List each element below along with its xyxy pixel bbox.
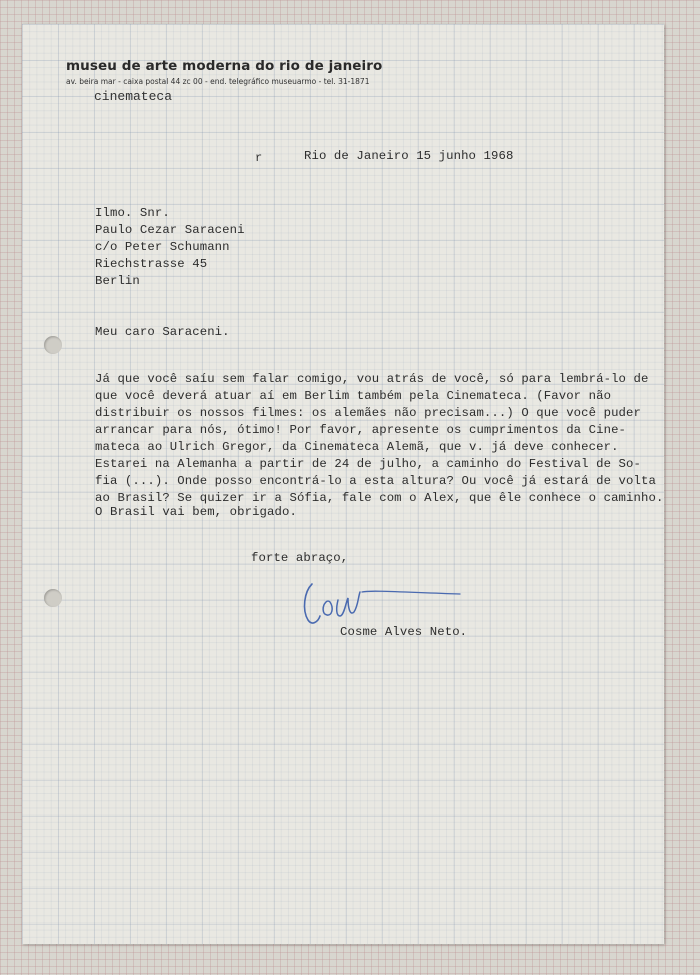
letterhead-department: cinemateca — [94, 89, 173, 104]
date-line: Rio de Janeiro 15 junho 1968 — [304, 149, 514, 163]
recipient-care-of: c/o Peter Schumann — [95, 240, 230, 254]
punch-hole-top — [44, 336, 62, 354]
recipient-name: Paulo Cezar Saraceni — [95, 223, 245, 237]
body-line: ao Brasil? Se quizer ir a Sófia, fale com o Alex, que êle conhece o caminho. — [95, 491, 664, 505]
body-line: mateca ao Ulrich Gregor, da Cinemateca Alemã, que v. já deve conhecer. — [95, 440, 619, 454]
closing-remark: O Brasil vai bem, obrigado. — [95, 505, 297, 519]
salutation: Meu caro Saraceni. — [95, 325, 230, 339]
letter-sheet — [22, 24, 664, 944]
body-line: arrancar para nós, ótimo! Por favor, apresente os cumprimentos da Cine- — [95, 423, 627, 437]
recipient-street: Riechstrasse 45 — [95, 257, 208, 271]
letterhead-institution: museu de arte moderna do rio de janeiro — [66, 58, 383, 74]
recipient-title: Ilmo. Snr. — [95, 206, 170, 220]
letterhead-address: av. beira mar - caixa postal 44 zc 00 - end. telegráfico museuarmo - tel. 31-1871 — [66, 77, 370, 86]
body-line: Já que você saíu sem falar comigo, vou atrás de você, só para lembrá-lo de — [95, 372, 649, 386]
body-line: Estarei na Alemanha a partir de 24 de julho, a caminho do Festival de So- — [95, 457, 641, 471]
signer-name: Cosme Alves Neto. — [340, 625, 468, 639]
closing: forte abraço, — [251, 551, 349, 565]
handwritten-signature — [300, 562, 480, 632]
reference-mark: r — [255, 151, 263, 165]
body-line: que você deverá atuar aí em Berlim também pela Cinemateca. (Favor não — [95, 389, 612, 403]
recipient-city: Berlin — [95, 274, 140, 288]
body-line: fia (...). Onde posso encontrá-lo a esta altura? Ou você já estará de volta — [95, 474, 656, 488]
body-line: distribuir os nossos filmes: os alemães não precisam...) O que você puder — [95, 406, 641, 420]
punch-hole-bottom — [44, 589, 62, 607]
